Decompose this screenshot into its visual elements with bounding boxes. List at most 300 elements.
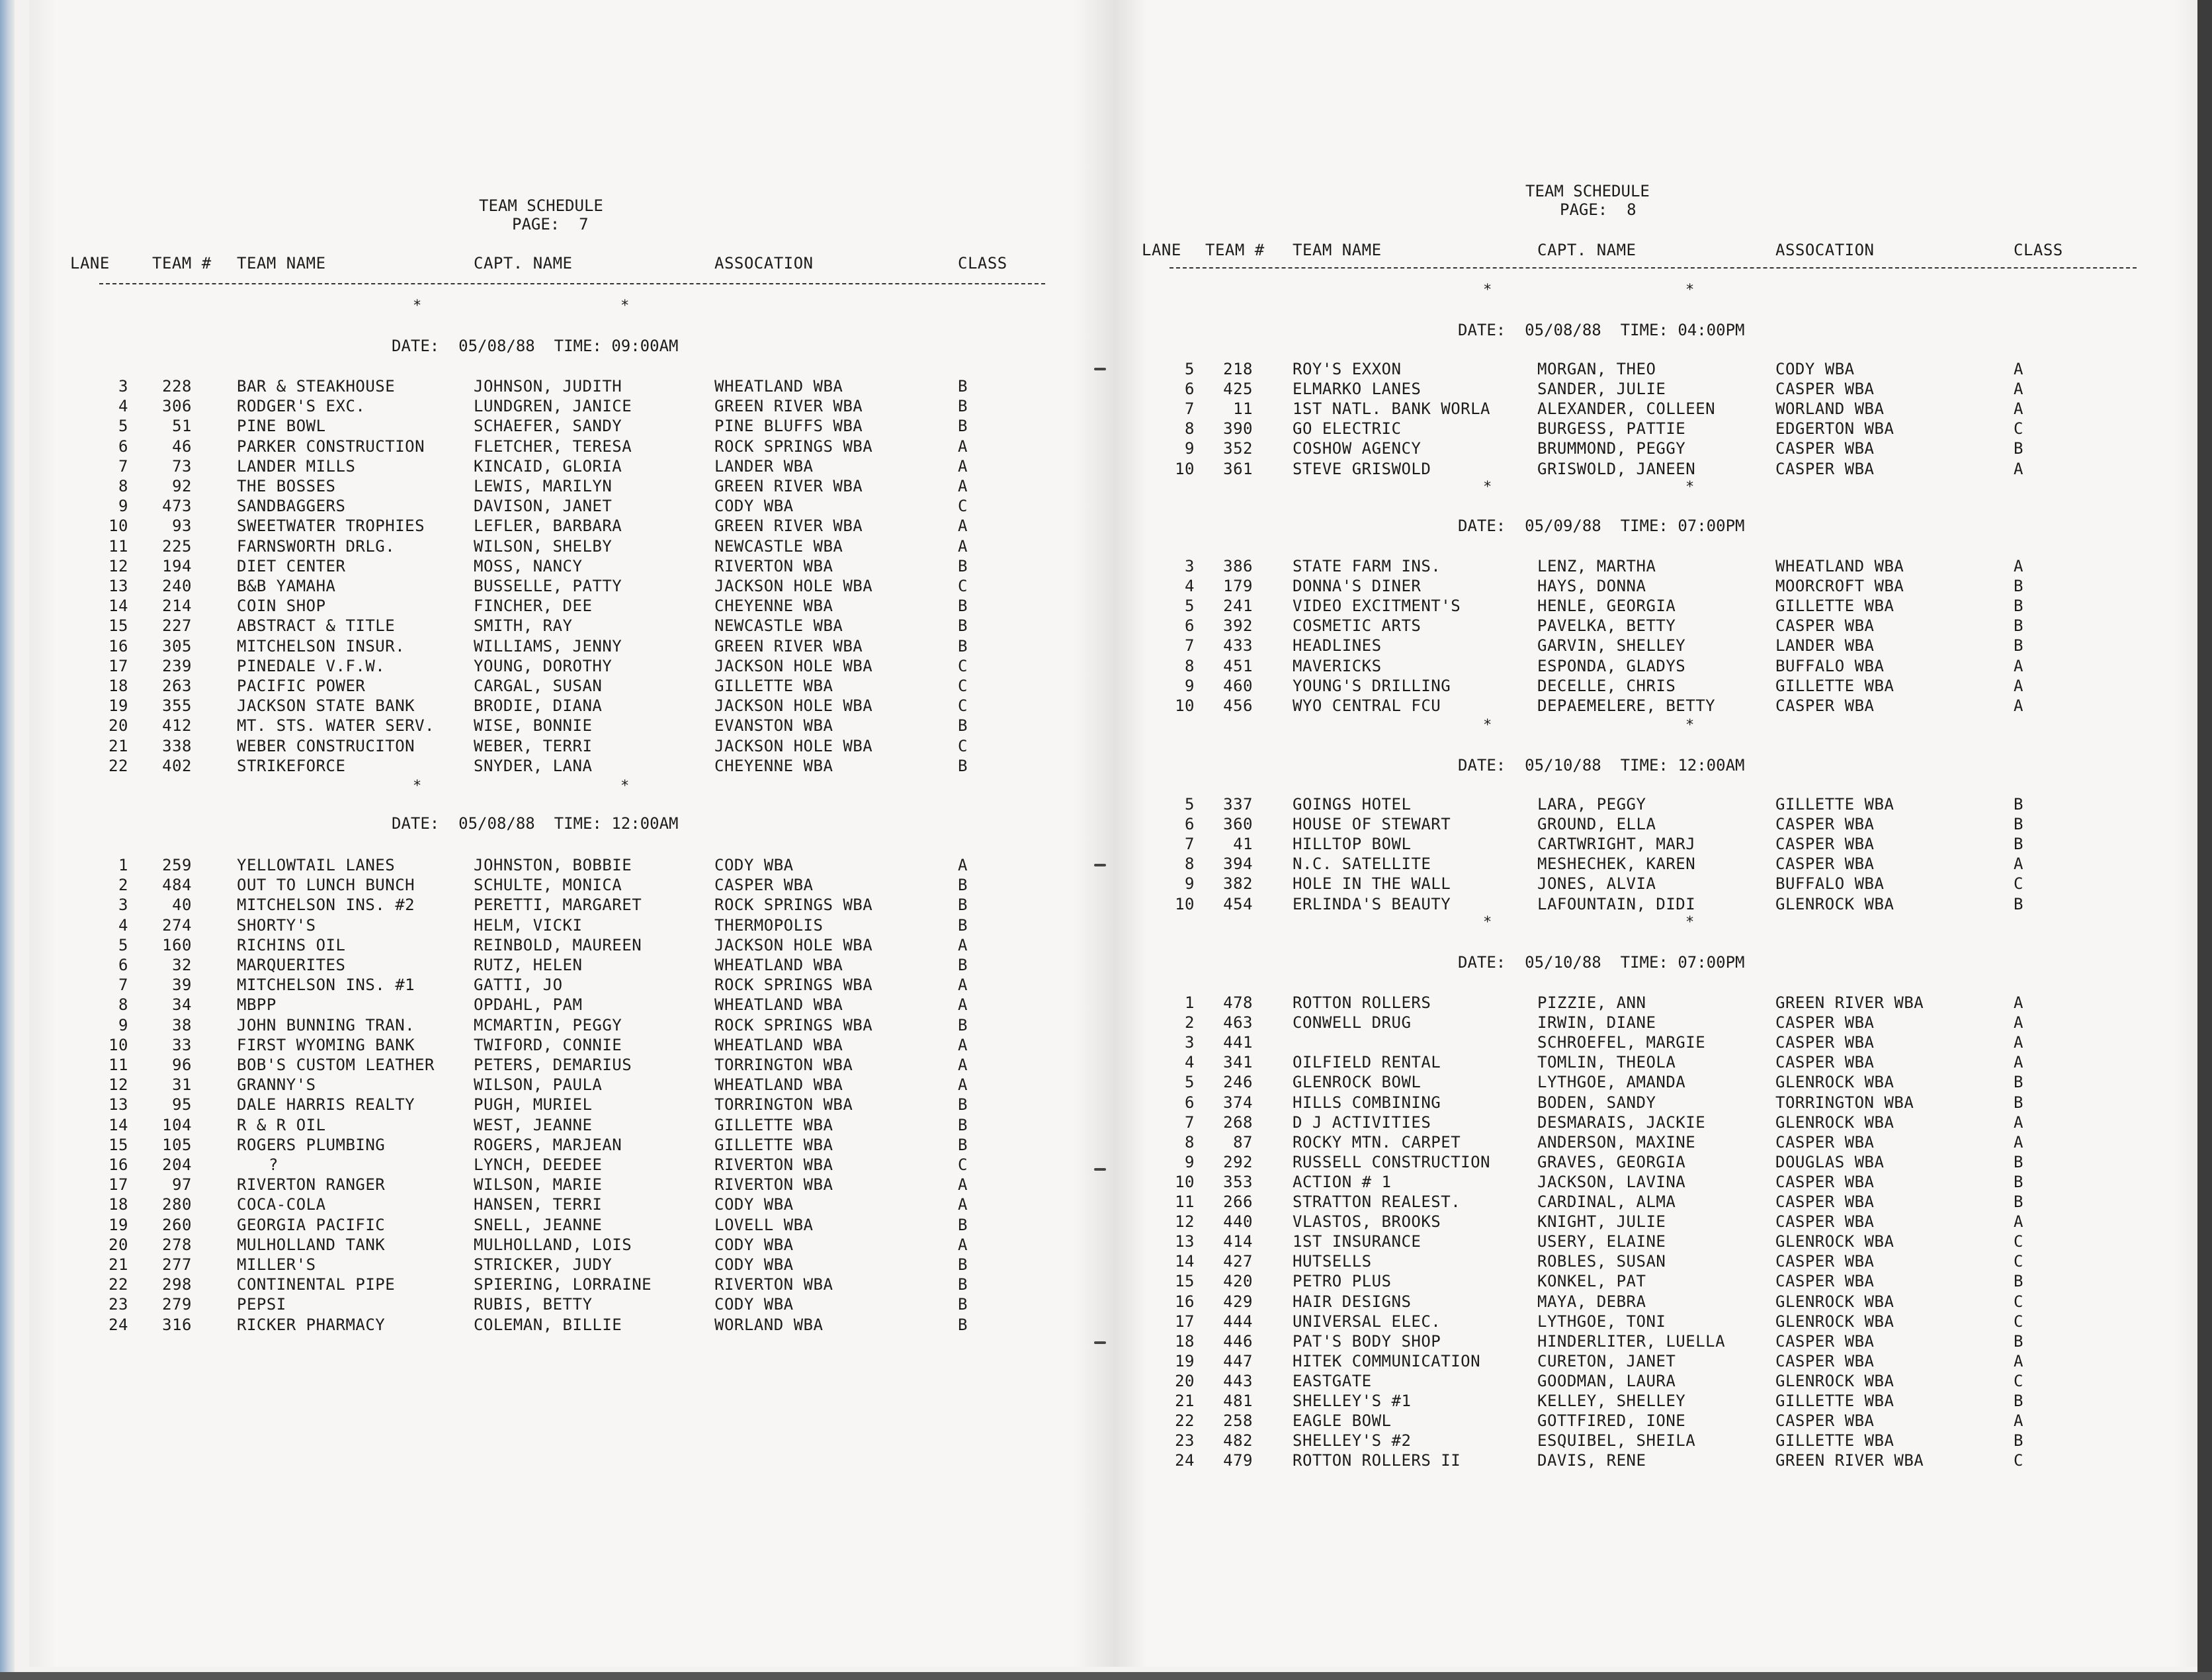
lane-number: 2: [1185, 1013, 1195, 1032]
lane-number: 24: [1175, 1451, 1195, 1470]
association: CODY WBA: [714, 497, 794, 516]
table-row: [1114, 1331, 2172, 1352]
captain-name: FLETCHER, TERESA: [474, 437, 632, 456]
team-name: COSMETIC ARTS: [1293, 616, 1422, 636]
lane-number: 9: [118, 1015, 128, 1034]
association: RIVERTON WBA: [714, 1175, 833, 1195]
team-number: 352: [1223, 439, 1253, 458]
captain-name: HENLE, GEORGIA: [1537, 597, 1676, 616]
lane-number: 15: [1175, 1272, 1195, 1291]
team-number: 34: [172, 995, 192, 1015]
class: B: [2014, 1152, 2023, 1171]
table-row: [1114, 1430, 2172, 1451]
team-number: 277: [162, 1255, 192, 1274]
team-name: PETRO PLUS: [1293, 1272, 1392, 1291]
session-date-time: DATE: 05/10/88 TIME: 12:00AM: [1458, 756, 1745, 775]
lane-number: 18: [108, 1195, 128, 1214]
team-name: COIN SHOP: [237, 597, 326, 616]
lane-number: 15: [108, 616, 128, 636]
class: A: [958, 856, 968, 874]
lane-number: 22: [108, 756, 128, 775]
lane-number: 24: [108, 1315, 128, 1334]
lane-number: 10: [1175, 459, 1195, 478]
captain-name: ROGERS, MARJEAN: [474, 1135, 622, 1154]
association: GREEN RIVER WBA: [1775, 1451, 1924, 1470]
team-number: 218: [1223, 360, 1253, 378]
class: B: [958, 397, 968, 416]
association: TORRINGTON WBA: [714, 1095, 853, 1114]
association: CHEYENNE WBA: [714, 756, 833, 775]
column-association: ASSOCATION: [1775, 241, 1875, 259]
team-name: FIRST WYOMING BANK: [237, 1035, 415, 1054]
class: A: [2014, 360, 2023, 378]
captain-name: PUGH, MURIEL: [474, 1095, 593, 1114]
table-row: [29, 894, 1087, 915]
lane-number: 20: [108, 716, 128, 735]
class: B: [958, 616, 968, 636]
team-name: ROGERS PLUMBING: [237, 1135, 386, 1154]
team-name: GLENROCK BOWL: [1293, 1073, 1422, 1092]
team-name: VLASTOS, BROOKS: [1293, 1212, 1441, 1232]
captain-name: LYTHGOE, TONI: [1537, 1312, 1666, 1331]
team-number: 427: [1223, 1252, 1253, 1271]
class: A: [2014, 1053, 2023, 1072]
team-name: 1ST INSURANCE: [1293, 1232, 1422, 1251]
table-row: [1114, 675, 2172, 696]
captain-name: LYTHGOE, AMANDA: [1537, 1073, 1686, 1092]
captain-name: SANDER, JULIE: [1537, 380, 1666, 399]
association: GREEN RIVER WBA: [714, 397, 863, 416]
class: B: [958, 1255, 968, 1274]
lane-number: 7: [118, 456, 128, 476]
lane-number: 21: [108, 736, 128, 755]
captain-name: MCMARTIN, PEGGY: [474, 1015, 622, 1034]
lane-number: 2: [118, 876, 128, 895]
captain-name: GOTTFIRED, IONE: [1537, 1411, 1686, 1431]
team-number: 46: [172, 437, 192, 456]
captain-name: JONES, ALVIA: [1537, 874, 1656, 894]
captain-name: REINBOLD, MAUREEN: [474, 935, 642, 954]
team-name: MITCHELSON INSUR.: [237, 636, 405, 655]
association: GILLETTE WBA: [1775, 597, 1894, 616]
team-number: 263: [162, 677, 192, 695]
association: CASPER WBA: [1775, 459, 1875, 478]
team-name: MITCHELSON INS. #1: [237, 976, 415, 995]
lane-number: 12: [108, 556, 128, 575]
association: CASPER WBA: [1775, 855, 1875, 874]
team-number: 104: [162, 1115, 192, 1134]
team-number: 278: [162, 1235, 192, 1254]
captain-name: WILLIAMS, JENNY: [474, 636, 622, 655]
association: NEWCASTLE WBA: [714, 536, 843, 556]
team-name: STRIKEFORCE: [237, 756, 346, 775]
team-number: 240: [162, 577, 192, 595]
captain-name: HELM, VICKI: [474, 915, 583, 935]
captain-name: RUTZ, HELEN: [474, 956, 583, 974]
team-number: 479: [1223, 1451, 1253, 1470]
team-number: 446: [1223, 1331, 1253, 1351]
association: RIVERTON WBA: [714, 556, 833, 575]
class: B: [2014, 835, 2023, 854]
team-number: 274: [162, 915, 192, 935]
team-name: ACTION # 1: [1293, 1172, 1392, 1191]
team-name: DALE HARRIS REALTY: [237, 1095, 415, 1114]
lane-number: 5: [1185, 795, 1195, 814]
class: B: [2014, 597, 2023, 616]
lane-number: 17: [108, 1175, 128, 1195]
team-name: ELMARKO LANES: [1293, 380, 1422, 399]
column-captain: CAPT. NAME: [1537, 241, 1637, 259]
table-row: [1114, 1191, 2172, 1212]
lane-number: 11: [1175, 1193, 1195, 1211]
team-name: 1ST NATL. BANK WORLA: [1293, 399, 1490, 419]
association: TORRINGTON WBA: [714, 1056, 853, 1074]
team-name: ABSTRACT & TITLE: [237, 616, 396, 636]
class: B: [2014, 1093, 2023, 1112]
team-name: STATE FARM INS.: [1293, 557, 1441, 575]
team-number: 382: [1223, 874, 1253, 894]
association: CASPER WBA: [1775, 1053, 1875, 1072]
table-row: [1114, 873, 2172, 894]
team-number: 87: [1233, 1132, 1253, 1152]
association: LOVELL WBA: [714, 1215, 814, 1234]
separator-star: *: [1483, 914, 1492, 931]
class: A: [2014, 676, 2023, 695]
team-name: HILLS COMBINING: [1293, 1093, 1441, 1112]
lane-number: 17: [108, 656, 128, 675]
class: B: [958, 956, 968, 974]
captain-name: WILSON, SHELBY: [474, 536, 613, 556]
association: MOORCROFT WBA: [1775, 577, 1904, 596]
captain-name: IRWIN, DIANE: [1537, 1013, 1656, 1032]
team-number: 228: [162, 377, 192, 396]
association: NEWCASTLE WBA: [714, 616, 843, 636]
class: A: [2014, 993, 2023, 1012]
association: BUFFALO WBA: [1775, 656, 1885, 675]
table-row: [1114, 358, 2172, 380]
team-name: HOUSE OF STEWART: [1293, 815, 1451, 834]
class: B: [958, 417, 968, 436]
team-number: 482: [1223, 1431, 1253, 1450]
class: C: [2014, 1292, 2023, 1311]
association: CODY WBA: [714, 856, 794, 874]
table-row: [29, 755, 1087, 777]
association: EVANSTON WBA: [714, 716, 833, 735]
lane-number: 23: [108, 1295, 128, 1314]
column-header-row: [1114, 239, 2172, 261]
table-row: [1114, 853, 2172, 874]
table-row: [29, 1054, 1087, 1075]
team-name: VIDEO EXCITMENT'S: [1293, 597, 1461, 616]
captain-name: HINDERLITER, LUELLA: [1537, 1331, 1726, 1351]
class: B: [2014, 577, 2023, 596]
lane-number: 4: [118, 397, 128, 416]
team-number: 402: [162, 756, 192, 775]
team-name: SHELLEY'S #1: [1293, 1392, 1412, 1410]
lane-number: 16: [1175, 1292, 1195, 1311]
team-number: 306: [162, 397, 192, 416]
association: CASPER WBA: [1775, 1411, 1875, 1431]
class: C: [958, 677, 968, 695]
team-name: WYO CENTRAL FCU: [1293, 696, 1441, 715]
lane-number: 5: [1185, 1073, 1195, 1092]
lane-number: 22: [1175, 1411, 1195, 1431]
separator-star: *: [413, 778, 422, 794]
association: GLENROCK WBA: [1775, 1312, 1894, 1331]
table-row: [29, 1254, 1087, 1275]
class: A: [958, 437, 968, 456]
table-row: [1114, 1211, 2172, 1232]
class: B: [958, 597, 968, 616]
class: B: [958, 876, 968, 895]
team-name: THE BOSSES: [237, 477, 336, 495]
class: C: [958, 696, 968, 716]
class: B: [2014, 616, 2023, 636]
team-number: 32: [172, 956, 192, 974]
team-number: 225: [162, 536, 192, 556]
separator-star: *: [1483, 479, 1492, 495]
association: JACKSON HOLE WBA: [714, 696, 873, 716]
captain-name: ESQUIBEL, SHEILA: [1537, 1431, 1696, 1450]
table-row: [29, 1015, 1087, 1036]
association: CASPER WBA: [1775, 1172, 1875, 1191]
table-row: [29, 456, 1087, 477]
captain-name: OPDAHL, PAM: [474, 995, 583, 1015]
team-number: 259: [162, 856, 192, 874]
lane-number: 5: [118, 935, 128, 954]
team-name: RICKER PHARMACY: [237, 1315, 386, 1334]
captain-name: WILSON, PAULA: [474, 1075, 603, 1095]
captain-name: LUNDGREN, JANICE: [474, 397, 632, 416]
table-row: [1114, 814, 2172, 835]
association: ROCK SPRINGS WBA: [714, 896, 873, 915]
lane-number: 13: [108, 577, 128, 595]
class: A: [2014, 1113, 2023, 1132]
table-row: [1114, 418, 2172, 439]
team-number: 473: [162, 497, 192, 516]
captain-name: COLEMAN, BILLIE: [474, 1315, 622, 1334]
class: B: [958, 556, 968, 575]
lane-number: 14: [108, 1115, 128, 1134]
team-name: HUTSELLS: [1293, 1252, 1372, 1271]
lane-number: 9: [1185, 874, 1195, 894]
class: B: [2014, 894, 2023, 913]
team-name: DONNA'S DINER: [1293, 577, 1422, 596]
captain-name: SCHROEFEL, MARGIE: [1537, 1033, 1706, 1052]
team-name: PINEDALE V.F.W.: [237, 656, 386, 675]
association: CASPER WBA: [1775, 439, 1875, 458]
team-number: 412: [162, 716, 192, 735]
table-surface: [0, 1672, 2212, 1680]
separator-star: *: [1685, 282, 1695, 298]
lane-number: 3: [118, 377, 128, 396]
class: C: [958, 497, 968, 516]
association: CASPER WBA: [1775, 1132, 1875, 1152]
team-number: 316: [162, 1315, 192, 1334]
association: CASPER WBA: [1775, 1193, 1875, 1211]
captain-name: BUSSELLE, PATTY: [474, 577, 622, 595]
table-row: [1114, 556, 2172, 577]
lane-number: 17: [1175, 1312, 1195, 1331]
team-number: 305: [162, 636, 192, 655]
team-number: 414: [1223, 1232, 1253, 1251]
association: GLENROCK WBA: [1775, 1292, 1894, 1311]
captain-name: MAYA, DEBRA: [1537, 1292, 1646, 1311]
table-row: [29, 1134, 1087, 1155]
association: DOUGLAS WBA: [1775, 1152, 1885, 1171]
table-row: [29, 515, 1087, 536]
association: RIVERTON WBA: [714, 1155, 833, 1174]
class: B: [958, 1015, 968, 1034]
team-number: 179: [1223, 577, 1253, 596]
association: GLENROCK WBA: [1775, 1073, 1894, 1092]
lane-number: 11: [108, 1056, 128, 1074]
captain-name: CARTWRIGHT, MARJ: [1537, 835, 1696, 854]
team-name: YOUNG'S DRILLING: [1293, 676, 1451, 695]
team-name: COCA-COLA: [237, 1195, 326, 1214]
team-number: 266: [1223, 1193, 1253, 1211]
team-number: 447: [1223, 1351, 1253, 1370]
team-name: HITEK COMMUNICATION: [1293, 1351, 1481, 1370]
class: A: [958, 517, 968, 536]
team-name: MBPP: [237, 995, 276, 1015]
column-team-name: TEAM NAME: [237, 254, 326, 273]
class: A: [2014, 380, 2023, 399]
binding-stitch: [1094, 368, 1106, 370]
class: A: [958, 536, 968, 556]
table-row: [29, 1294, 1087, 1315]
table-row: [29, 1214, 1087, 1236]
lane-number: 6: [118, 437, 128, 456]
column-class: CLASS: [2014, 241, 2063, 259]
table-row: [29, 935, 1087, 956]
association: LANDER WBA: [714, 456, 814, 476]
lane-number: 9: [1185, 439, 1195, 458]
association: CASPER WBA: [1775, 1331, 1875, 1351]
team-number: 353: [1223, 1172, 1253, 1191]
table-row: [29, 735, 1087, 757]
class: B: [2014, 1073, 2023, 1092]
lane-number: 9: [1185, 1152, 1195, 1171]
lane-number: 18: [1175, 1331, 1195, 1351]
lane-number: 7: [1185, 1113, 1195, 1132]
captain-name: LEWIS, MARILYN: [474, 477, 613, 495]
lane-number: 4: [118, 915, 128, 935]
captain-name: KELLEY, SHELLEY: [1537, 1392, 1686, 1410]
team-name: ?: [269, 1155, 278, 1174]
team-name: MT. STS. WATER SERV.: [237, 716, 435, 735]
team-name: MAVERICKS: [1293, 656, 1382, 675]
team-number: 96: [172, 1056, 192, 1074]
association: ROCK SPRINGS WBA: [714, 976, 873, 995]
team-number: 484: [162, 876, 192, 895]
column-class: CLASS: [958, 254, 1007, 273]
team-name: GO ELECTRIC: [1293, 419, 1402, 439]
team-number: 429: [1223, 1292, 1253, 1311]
association: CASPER WBA: [1775, 380, 1875, 399]
captain-name: MULHOLLAND, LOIS: [474, 1235, 632, 1254]
table-row: [1114, 595, 2172, 616]
association: CHEYENNE WBA: [714, 597, 833, 616]
table-row: [29, 655, 1087, 677]
class: C: [2014, 1252, 2023, 1271]
lane-number: 8: [118, 995, 128, 1015]
association: CASPER WBA: [714, 876, 814, 895]
column-lane: LANE: [1142, 241, 1181, 259]
class: B: [2014, 1431, 2023, 1450]
captain-name: DESMARAIS, JACKIE: [1537, 1113, 1706, 1132]
team-number: 292: [1223, 1152, 1253, 1171]
team-number: 460: [1223, 676, 1253, 695]
table-row: [1114, 575, 2172, 597]
association: TORRINGTON WBA: [1775, 1093, 1914, 1112]
team-number: 92: [172, 477, 192, 495]
lane-number: 20: [108, 1235, 128, 1254]
table-row: [1114, 458, 2172, 480]
class: C: [958, 736, 968, 755]
captain-name: MORGAN, THEO: [1537, 360, 1656, 378]
class: B: [2014, 1193, 2023, 1211]
class: A: [2014, 1351, 2023, 1370]
captain-name: DEPAEMELERE, BETTY: [1537, 696, 1716, 715]
separator-star: *: [1483, 717, 1492, 734]
team-name: RIVERTON RANGER: [237, 1175, 386, 1195]
session-date-time: DATE: 05/08/88 TIME: 09:00AM: [392, 337, 679, 355]
class: A: [958, 456, 968, 476]
column-lane: LANE: [70, 254, 110, 273]
table-row: [1114, 1032, 2172, 1053]
team-number: 160: [162, 935, 192, 954]
team-number: 454: [1223, 894, 1253, 913]
table-row: [29, 954, 1087, 976]
team-number: 338: [162, 736, 192, 755]
table-row: [29, 1074, 1087, 1095]
column-association: ASSOCATION: [714, 254, 814, 273]
table-row: [1114, 695, 2172, 716]
association: GLENROCK WBA: [1775, 1113, 1894, 1132]
team-number: 451: [1223, 656, 1253, 675]
captain-name: GRISWOLD, JANEEN: [1537, 459, 1696, 478]
lane-number: 16: [108, 1155, 128, 1174]
association: JACKSON HOLE WBA: [714, 656, 873, 675]
team-name: BOB'S CUSTOM LEATHER: [237, 1056, 435, 1074]
table-row: [1114, 1231, 2172, 1252]
association: GREEN RIVER WBA: [1775, 993, 1924, 1012]
class: C: [2014, 419, 2023, 439]
table-row: [29, 1094, 1087, 1115]
association: ROCK SPRINGS WBA: [714, 437, 873, 456]
separator-star: *: [1685, 717, 1695, 734]
team-name: RODGER'S EXC.: [237, 397, 366, 416]
class: A: [958, 1035, 968, 1054]
team-number: 463: [1223, 1013, 1253, 1032]
table-row: [1114, 1291, 2172, 1312]
team-name: RUSSELL CONSTRUCTION: [1293, 1152, 1490, 1171]
table-row: [29, 595, 1087, 616]
captain-name: BODEN, SANDY: [1537, 1093, 1656, 1112]
captain-name: KNIGHT, JULIE: [1537, 1212, 1666, 1232]
column-team-name: TEAM NAME: [1293, 241, 1382, 259]
lane-number: 1: [1185, 993, 1195, 1012]
table-row: [29, 915, 1087, 936]
team-name: PINE BOWL: [237, 417, 326, 436]
association: JACKSON HOLE WBA: [714, 577, 873, 595]
lane-number: 11: [108, 536, 128, 556]
team-name: EAGLE BOWL: [1293, 1411, 1392, 1431]
table-row: [1114, 894, 2172, 915]
team-number: 258: [1223, 1411, 1253, 1431]
class: C: [2014, 874, 2023, 894]
